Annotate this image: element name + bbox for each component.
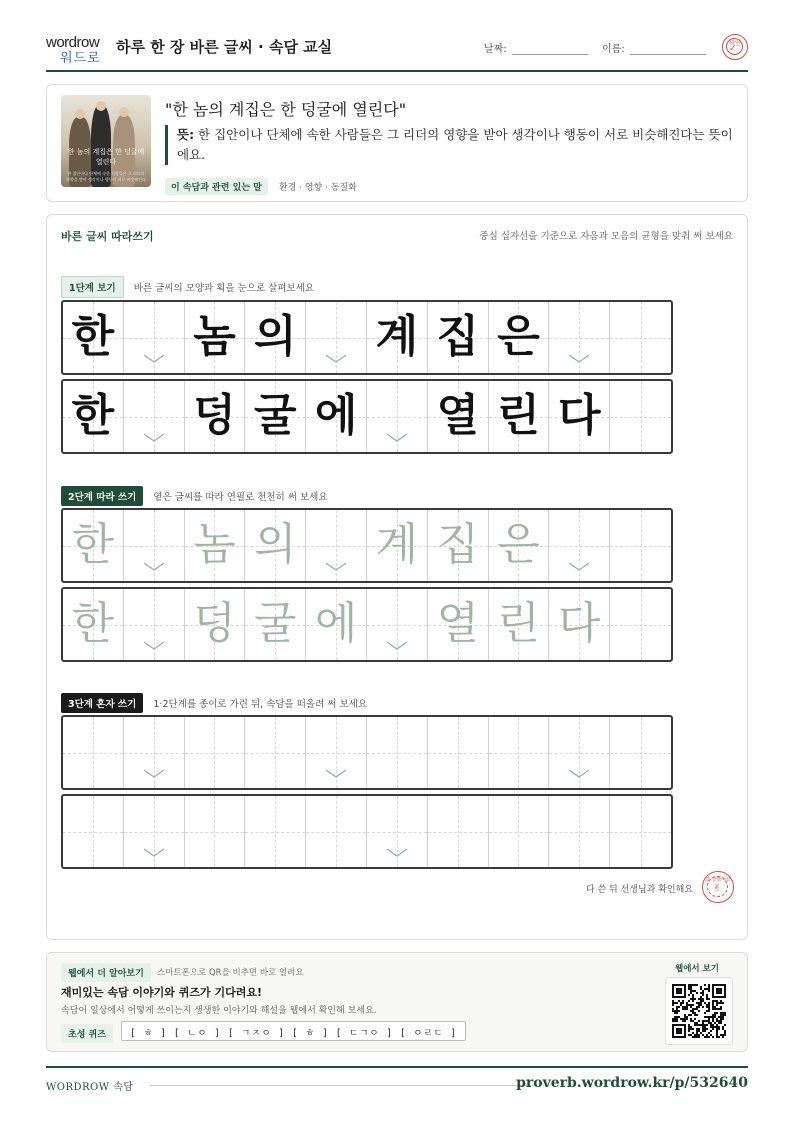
web-badge: 웹에서 더 알아보기 [61, 963, 151, 982]
initial-consonant-quiz: [ ㅎ ] [ ㄴㅇ ] [ ㄱㅈㅇ ] [ ㅎ ] [ ㄷㄱㅇ ] [ ㅇㄹㄷ ] [121, 1021, 466, 1041]
writing-cell[interactable] [367, 589, 428, 660]
writing-char: 집 [436, 311, 479, 362]
writing-char: 은 [497, 311, 540, 362]
space-mark-icon [367, 636, 427, 655]
page-title: 하루 한 장 바른 글씨 · 속담 교실 [116, 38, 333, 56]
writing-cell[interactable] [245, 510, 306, 581]
logo-wordmark: wordrow [46, 34, 100, 51]
writing-char: 다 [558, 598, 601, 649]
writing-char: 열 [436, 390, 479, 441]
writing-cell [124, 302, 185, 373]
name-label: 이름: [602, 44, 625, 55]
writing-cell[interactable] [549, 589, 610, 660]
step-2 [61, 485, 328, 503]
writing-cell[interactable] [245, 796, 306, 867]
writing-cell[interactable] [549, 717, 610, 788]
space-mark-icon [124, 557, 184, 576]
writing-char: 에 [314, 390, 358, 441]
writing-cell[interactable] [124, 589, 185, 660]
web-subtext: 속담이 일상에서 어떻게 쓰이는지 생생한 이야기와 해설을 웹에서 확인해 보세요. [61, 1006, 377, 1016]
writing-char: 계 [375, 519, 419, 570]
space-mark-icon [306, 557, 366, 576]
writing-cell[interactable] [63, 510, 124, 581]
writing-cell[interactable] [428, 717, 489, 788]
space-mark-icon [549, 557, 609, 576]
proverb-illustration [61, 95, 151, 187]
writing-char: 한 [71, 598, 115, 649]
practice-title: 바른 글씨 따라쓰기 [61, 230, 154, 243]
name-field[interactable] [630, 54, 706, 55]
web-headline: 재미있는 속담 이야기와 퀴즈가 기다려요! [61, 986, 262, 999]
space-mark-icon [367, 428, 427, 447]
writing-cell[interactable] [306, 510, 367, 581]
writing-row [61, 379, 673, 454]
writing-row[interactable] [61, 508, 673, 583]
writing-cell [610, 381, 671, 452]
writing-char: 에 [314, 598, 358, 649]
writing-cell [306, 381, 367, 452]
teacher-stamp-label: 참 잘했어요 [705, 877, 731, 883]
writing-char: 의 [254, 311, 297, 362]
writing-char: 다 [558, 390, 601, 441]
writing-cell [489, 302, 550, 373]
writing-char: 집 [436, 519, 479, 570]
date-label: 날짜: [484, 44, 507, 55]
writing-cell [428, 302, 489, 373]
space-mark-icon [549, 764, 609, 783]
writing-cell[interactable] [245, 717, 306, 788]
date-field[interactable] [512, 54, 588, 55]
step-3-tag: 3단계 혼자 쓰기 [61, 693, 143, 713]
step-2-desc: 옅은 글씨를 따라 연필로 천천히 써 보세요 [153, 491, 328, 503]
writing-char: 은 [497, 519, 540, 570]
writing-cell[interactable] [489, 796, 550, 867]
writing-cell[interactable] [489, 589, 550, 660]
space-mark-icon [124, 349, 184, 368]
writing-char: 한 [71, 390, 115, 441]
writing-char: 굴 [254, 390, 297, 441]
writing-cell[interactable] [367, 717, 428, 788]
writing-cell[interactable] [124, 796, 185, 867]
step-1-tag: 1단계 보기 [61, 276, 124, 298]
footer-brand: WORDROW 속담 [46, 1082, 134, 1093]
writing-char: 덩 [193, 390, 236, 441]
space-mark-icon [367, 843, 427, 862]
writing-cell[interactable] [306, 589, 367, 660]
qr-code-icon[interactable] [665, 977, 733, 1045]
space-mark-icon [124, 843, 184, 862]
writing-cell [306, 302, 367, 373]
writing-cell[interactable] [428, 510, 489, 581]
space-mark-icon [124, 636, 184, 655]
meaning-label: 뜻: [177, 127, 195, 142]
step-1-desc: 바른 글씨의 모양과 획을 눈으로 살펴보세요 [133, 283, 315, 294]
writing-row [61, 300, 673, 375]
writing-cell [63, 381, 124, 452]
writing-cell[interactable] [185, 589, 246, 660]
writing-cell[interactable] [245, 589, 306, 660]
step-3 [61, 692, 367, 710]
writing-cell[interactable] [63, 796, 124, 867]
writing-cell[interactable] [489, 510, 550, 581]
related-words [165, 175, 357, 191]
practice-card [46, 214, 748, 940]
writing-row[interactable] [61, 587, 673, 662]
related-badge: 이 속담과 관련 있는 말 [165, 178, 268, 195]
related-tags: 환경 · 영향 · 동질화 [278, 183, 357, 193]
proverb-card [46, 84, 748, 202]
writing-char: 열 [436, 598, 479, 649]
writing-cell [185, 381, 246, 452]
writing-char: 린 [497, 390, 540, 441]
writing-cell[interactable] [367, 510, 428, 581]
step-2-tag: 2단계 따라 쓰기 [61, 486, 143, 506]
page-footer [46, 1066, 748, 1100]
writing-cell [428, 381, 489, 452]
writing-cell[interactable] [124, 510, 185, 581]
writing-cell [245, 302, 306, 373]
writing-cell[interactable] [185, 510, 246, 581]
writing-cell[interactable] [610, 589, 671, 660]
step-1 [61, 276, 314, 294]
writing-char: 한 [71, 519, 115, 570]
writing-cell [549, 381, 610, 452]
web-hint: 스마트폰으로 QR을 비추면 바로 열려요 [157, 968, 304, 978]
writing-cell[interactable] [610, 717, 671, 788]
writing-row[interactable] [61, 715, 673, 790]
qr-label: 웹에서 보기 [674, 964, 719, 974]
space-mark-icon [549, 349, 609, 368]
space-mark-icon [306, 764, 366, 783]
writing-cell[interactable] [610, 796, 671, 867]
teacher-check-note: 다 쓴 뒤 선생님과 확인해요 [585, 885, 693, 895]
writing-char: 놈 [193, 311, 236, 362]
writing-char: 린 [497, 598, 540, 649]
writing-cell [63, 302, 124, 373]
writing-cell [367, 302, 428, 373]
writing-cell [185, 302, 246, 373]
proverb-meaning [165, 125, 735, 165]
writing-cell[interactable] [185, 796, 246, 867]
writing-cell [489, 381, 550, 452]
space-mark-icon [124, 428, 184, 447]
writing-char: 의 [254, 519, 297, 570]
writing-row[interactable] [61, 794, 673, 869]
writing-cell[interactable] [428, 796, 489, 867]
writing-char: 한 [71, 311, 115, 362]
writing-cell[interactable] [489, 717, 550, 788]
good-job-stamp-icon: 참 잘했어요 ✌ [702, 871, 734, 903]
space-mark-icon [306, 349, 366, 368]
writing-cell[interactable] [428, 589, 489, 660]
writing-cell [124, 381, 185, 452]
writing-cell[interactable] [549, 510, 610, 581]
writing-cell[interactable] [367, 796, 428, 867]
writing-cell[interactable] [185, 717, 246, 788]
writing-cell[interactable] [306, 796, 367, 867]
stamp-label: 확인 [729, 40, 741, 47]
writing-char: 놈 [193, 519, 236, 570]
writing-cell[interactable] [63, 589, 124, 660]
writing-cell[interactable] [124, 717, 185, 788]
space-mark-icon [124, 764, 184, 783]
writing-cell [610, 302, 671, 373]
footer-divider [150, 1085, 538, 1086]
logo-hangul: 워드로 [60, 51, 101, 66]
writing-cell [245, 381, 306, 452]
illustration-caption: 한 놈의 계집은 한 덩굴에 열린다 [67, 148, 145, 166]
writing-char: 계 [375, 311, 419, 362]
writing-char: 덩 [193, 598, 236, 649]
practice-hint: 중심 십자선을 기준으로 자음과 모음의 균형을 맞춰 써 보세요 [479, 231, 733, 242]
illustration-subcaption: 한 집안이나 단체에 속한 사람들은 그 리더의 영향을 받아 생각이나 행동이 서로 비슷해진다 [66, 171, 146, 182]
step-3-desc: 1·2단계를 종이로 가린 뒤, 속담을 떠올려 써 보세요 [153, 698, 368, 710]
footer-url-link[interactable]: proverb.wordrow.kr/p/532640 [516, 1075, 748, 1091]
page-header [46, 30, 748, 72]
wordrow-logo[interactable] [46, 34, 108, 66]
writing-cell[interactable] [610, 510, 671, 581]
check-stamp-icon: 확인 ✓ [722, 34, 748, 60]
writing-char: 굴 [254, 598, 297, 649]
meaning-text: 한 집안이나 단체에 속한 사람들은 그 리더의 영향을 받아 생각이나 행동이 서로 비슷해진다는 뜻이에요. [177, 127, 733, 162]
quiz-label: 초성 퀴즈 [61, 1024, 113, 1043]
proverb-title: "한 놈의 계집은 한 덩굴에 열린다" [165, 100, 407, 119]
writing-cell[interactable] [549, 796, 610, 867]
writing-cell [367, 381, 428, 452]
writing-cell [549, 302, 610, 373]
writing-cell[interactable] [306, 717, 367, 788]
web-promo-card [46, 952, 748, 1052]
writing-cell[interactable] [63, 717, 124, 788]
